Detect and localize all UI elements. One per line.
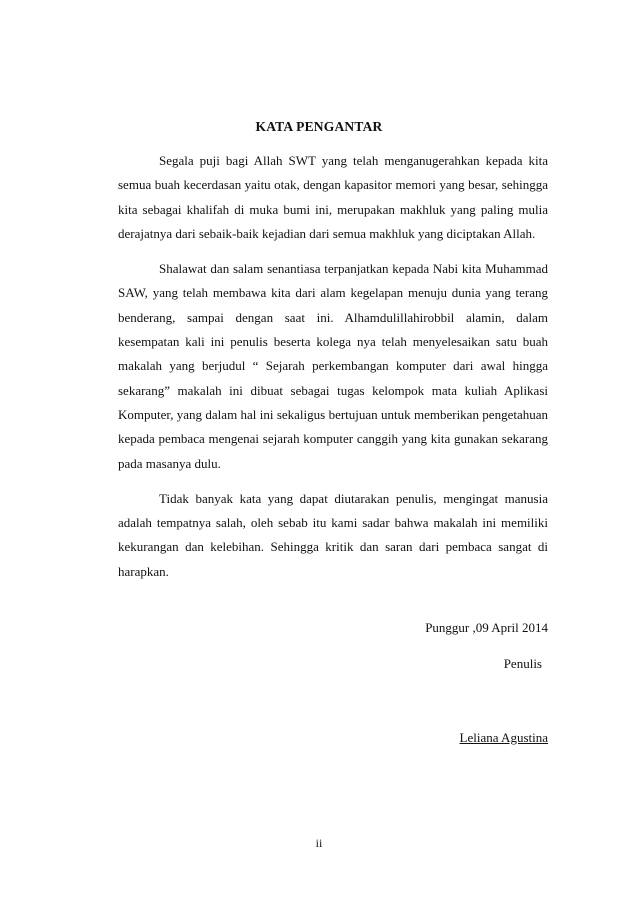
signature-role: Penulis [503, 656, 542, 671]
paragraph-1: Segala puji bagi Allah SWT yang telah menganugerahkan kepada kita semua buah kecerdasan yaitu otak, dengan kapasitor memori yang besar, sehingga kita sebagai khalifah di muka bumi ini, merupakan makhluk yang paling mulia derajatnya dari sebaik-baik kejadian dari semua makhluk yang diciptakan Allah. [118, 153, 548, 241]
signature-name: Leliana Agustina [459, 730, 548, 745]
page-number: ii [315, 836, 323, 850]
body-text [118, 149, 548, 584]
paragraph-2: Shalawat dan salam senantiasa terpanjatkan kepada Nabi kita Muhammad SAW, yang telah membawa kita dari alam kegelapan menuju dunia yang terang benderang, sampai dengan saat ini. Alhamdulillahirobbil alamin, dalam kesempatan kali ini penulis beserta kolega nya telah menyelesaikan satu buah makalah yang berjudul “ Sejarah perkembangan komputer dari awal hingga sekarang” makalah ini dibuat sebagai tugas kelompok mata kuliah Aplikasi Komputer, yang dalam hal ini sekaligus bertujuan untuk memberikan pengetahuan kepada pembaca mengenai sejarah komputer canggih yang kita gunakan sekarang pada masanya dulu. [118, 261, 548, 471]
signature-place-date: Punggur ,09 April 2014 [425, 620, 548, 635]
paragraph-3: Tidak banyak kata yang dapat diutarakan penulis, mengingat manusia adalah tempatnya salah, oleh sebab itu kami sadar bahwa makalah ini memiliki kekurangan dan kelebihan. Sehingga kritik dan saran dari pembaca sangat di harapkan. [118, 490, 548, 579]
page-title: KATA PENGANTAR [255, 119, 383, 134]
